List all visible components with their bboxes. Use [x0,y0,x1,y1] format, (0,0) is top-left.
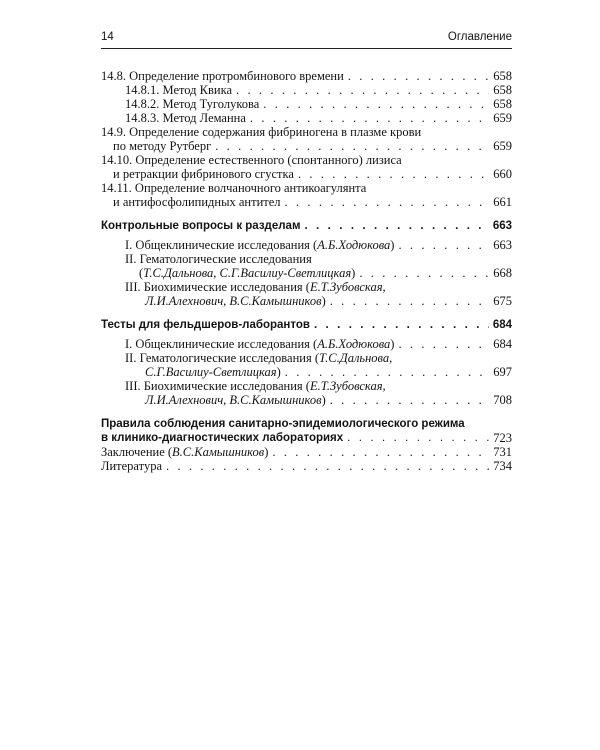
toc-page: 668 [493,266,512,280]
toc-page: 658 [493,83,512,97]
toc-entry-kv-hematology[interactable]: II. Гематологические исследования (Т.С.Дальнова, С.Г.Василиу-Светлицкая) . . . 668 [101,252,512,280]
toc-entry-sanitary-rules[interactable]: Правила соблюдения санитарно-эпидемиологического режима в клинико-диагностических лабораториях . . . 723 [101,417,512,445]
toc-page: 734 [493,459,512,473]
toc-page: 660 [493,167,512,181]
toc-page: 723 [493,431,512,445]
toc-entry-conclusion[interactable]: Заключение (В.С.Камышников) . . . 731 [101,445,512,459]
toc-page: 708 [493,393,512,407]
toc-entry-kv-biochemistry[interactable]: III. Биохимические исследования (Е.Т.Зубовская, Л.И.Алехнович, В.С.Камышников) . . . 675 [101,280,512,308]
toc-entry-14-10[interactable]: 14.10. Определение естественного (спонтанного) лизиса и ретракции фибринового сгустка . . . 660 [101,153,512,181]
toc-entry-14-8-2[interactable]: 14.8.2. Метод Туголукова . . . 658 [101,97,512,111]
toc-page: 731 [493,445,512,459]
toc-page: 663 [493,238,512,252]
toc-entry-tests[interactable]: Тесты для фельдшеров-лаборантов . . . 684 [101,318,512,332]
page-number: 14 [101,31,114,43]
toc-page: 697 [493,365,512,379]
toc-entry-tests-biochemistry[interactable]: III. Биохимические исследования (Е.Т.Зубовская, Л.И.Алехнович, В.С.Камышников) . . . 708 [101,379,512,407]
toc-page: 684 [493,337,512,351]
toc-entry-control-questions[interactable]: Контрольные вопросы к разделам . . . 663 [101,219,512,233]
toc-page: 675 [493,294,512,308]
toc-entry-tests-general-clinical[interactable]: I. Общеклинические исследования (А.Б.Ходюкова) . . . 684 [101,337,512,351]
toc-page: 658 [493,69,512,83]
toc-page: 659 [493,111,512,125]
toc-entry-literature[interactable]: Литература . . . 734 [101,459,512,473]
toc-entry-14-11[interactable]: 14.11. Определение волчаночного антикоагулянта и антифосфолипидных антител . . . 661 [101,181,512,209]
toc-entry-14-8[interactable]: 14.8. Определение протромбинового времени . . . 658 [101,69,512,83]
toc-entry-14-8-3[interactable]: 14.8.3. Метод Леманна . . . 659 [101,111,512,125]
toc-page: 684 [492,319,512,331]
toc-page: 659 [493,139,512,153]
toc-page: 661 [493,195,512,209]
toc-page: 658 [493,97,512,111]
toc-entry-14-9[interactable]: 14.9. Определение содержания фибриногена в плазме крови по методу Рутберг . . . 659 [101,125,512,153]
table-of-contents [101,69,512,473]
running-title: Оглавление [447,31,512,43]
toc-entry-tests-hematology[interactable]: II. Гематологические исследования (Т.С.Дальнова, С.Г.Василиу-Светлицкая) . . . 697 [101,351,512,379]
header-rule [101,48,512,49]
toc-entry-14-8-1[interactable]: 14.8.1. Метод Квика . . . 658 [101,83,512,97]
toc-page: 663 [492,220,512,232]
toc-entry-kv-general-clinical[interactable]: I. Общеклинические исследования (А.Б.Ходюкова) . . . 663 [101,238,512,252]
